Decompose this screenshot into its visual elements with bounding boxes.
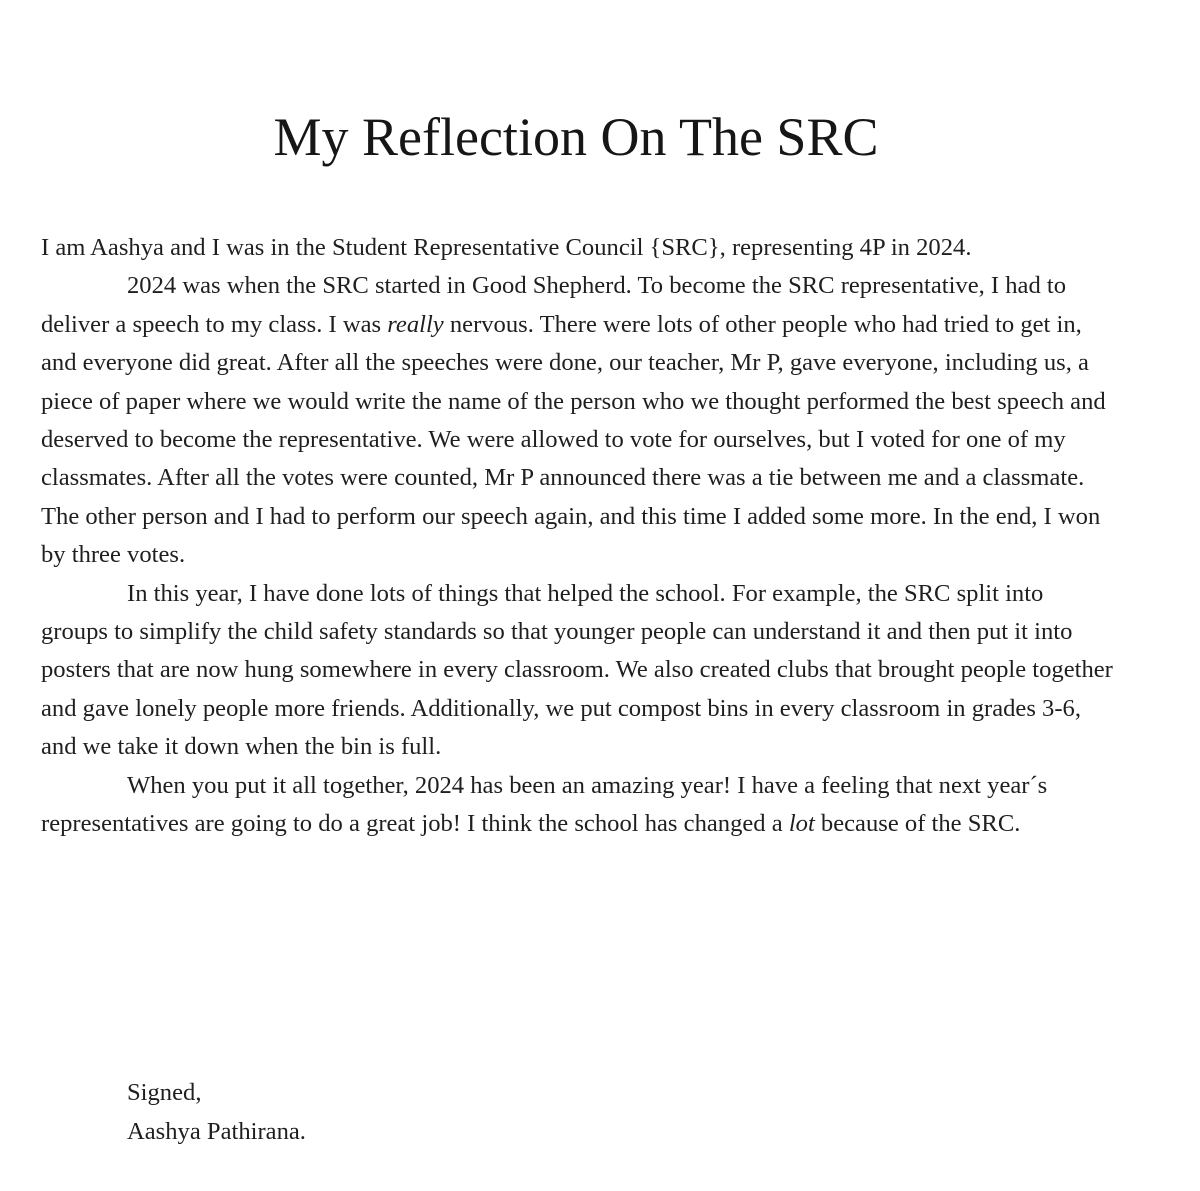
document-body [41, 229, 1116, 844]
paragraph-election-text-2: nervous. There were lots of other people who had tried to get in, and everyone did great. After all the speeches were done, our teacher, Mr P, gave everyone, including us, a piece of paper where we would write the name of the person who we thought performed the best speech and deserved to become the representative. We were allowed to vote for ourselves, but I voted for one of my classmates. After all the votes were counted, Mr P announced there was a tie between me and a classmate. The other person and I had to perform our speech again, and this time I added some more. In the end, I won by three votes. [41, 310, 1106, 569]
paragraph-achievements: In this year, I have done lots of things that helped the school. For example, the SRC split into groups to simplify the child safety standards so that younger people can understand it and then put it into posters that are now hung somewhere in every classroom. We also created clubs that brought people together and gave lonely people more friends. Additionally, we put compost bins in every classroom in grades 3-6, and we take it down when the bin is full. [41, 579, 1113, 761]
paragraph-conclusion-text-2: because of the SRC. [814, 810, 1021, 838]
paragraph-intro: I am Aashya and I was in the Student Representative Council {SRC}, representing 4P in 2024. [41, 234, 972, 261]
document-title: My Reflection On The SRC [273, 107, 879, 167]
paragraph-conclusion-text-1: When you put it all together, 2024 has been an amazing year! I have a feeling that next year´s representatives are going to do a great job! I think the school has changed a [41, 771, 1048, 838]
paragraph-conclusion [41, 767, 1116, 844]
emphasis-really: really [387, 310, 444, 338]
signature-block [127, 1073, 306, 1151]
paragraph-election [41, 267, 1116, 574]
signature-label: Signed, [127, 1079, 202, 1106]
emphasis-lot: lot [788, 810, 815, 838]
paragraph-election-text-1: 2024 was when the SRC started in Good Shepherd. To become the SRC representative, I had to deliver a speech to my class. I was [41, 272, 1067, 338]
signature-name: Aashya Pathirana. [127, 1118, 306, 1145]
